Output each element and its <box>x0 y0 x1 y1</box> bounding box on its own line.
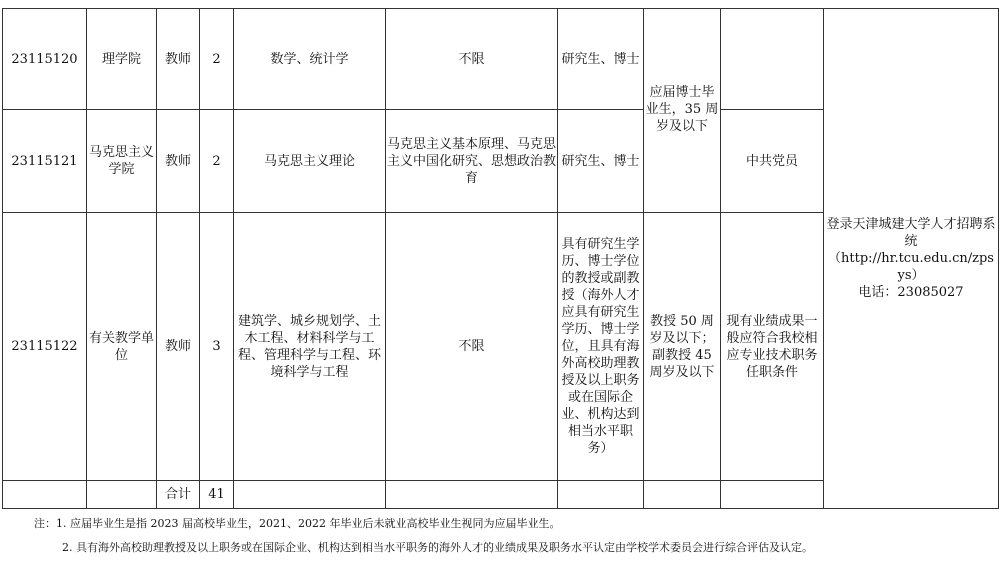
headcount: 2 <box>200 9 234 110</box>
education: 研究生、博士 <box>558 110 644 213</box>
post-code: 23115120 <box>3 9 87 110</box>
research-direction: 不限 <box>386 9 558 110</box>
other-requirement: 现有业绩成果一般应符合我校相应专业技术职务任职条件 <box>721 213 824 481</box>
headcount: 2 <box>200 110 234 213</box>
contact-line-1: 登录天津城建大学人才招聘系统 <box>826 217 996 249</box>
empty-cell <box>558 481 644 509</box>
post-code: 23115122 <box>3 213 87 481</box>
empty-cell <box>3 481 87 509</box>
empty-cell <box>721 481 824 509</box>
other-requirement: 中共党员 <box>721 110 824 213</box>
major: 数学、统计学 <box>234 9 386 110</box>
major: 建筑学、城乡规划学、土木工程、材料科学与工程、管理科学与工程、环境科学与工程 <box>234 213 386 481</box>
education: 研究生、博士 <box>558 9 644 110</box>
table-row <box>3 9 999 110</box>
department: 马克思主义学院 <box>87 110 157 213</box>
footnotes <box>34 516 813 556</box>
post-type: 教师 <box>157 213 200 481</box>
post-type: 教师 <box>157 9 200 110</box>
post-type: 教师 <box>157 110 200 213</box>
empty-cell <box>87 481 157 509</box>
total-value: 41 <box>200 481 234 509</box>
footnote-1: 注：1. 应届毕业生是指 2023 届高校毕业生，2021、2022 年毕业后未就业高校毕业生视同为应届毕业生。 <box>34 517 561 530</box>
total-label: 合计 <box>157 481 200 509</box>
age-requirement: 教授 50 周岁及以下；副教授 45 周岁及以下 <box>644 213 721 481</box>
contact-info <box>824 9 999 509</box>
recruitment-table <box>2 8 999 509</box>
department: 有关教学单位 <box>87 213 157 481</box>
post-code: 23115121 <box>3 110 87 213</box>
education: 具有研究生学历、博士学位的教授或副教授（海外人才应具有研究生学历、博士学位，且具有海外高校助理教授及以上职务或在国际企业、机构达到相当水平职务） <box>558 213 644 481</box>
research-direction: 马克思主义基本原理、马克思主义中国化研究、思想政治教育 <box>386 110 558 213</box>
empty-cell <box>644 481 721 509</box>
headcount: 3 <box>200 213 234 481</box>
empty-cell <box>386 481 558 509</box>
major: 马克思主义理论 <box>234 110 386 213</box>
footnote-2: 2. 具有海外高校助理教授及以上职务或在国际企业、机构达到相当水平职务的海外人才的业绩成果及职务水平认定由学校学术委员会进行综合评估及认定。 <box>62 541 813 554</box>
department: 理学院 <box>87 9 157 110</box>
contact-line-2: （http://hr.tcu.edu.cn/zpsys） <box>828 251 994 283</box>
empty-cell <box>234 481 386 509</box>
research-direction: 不限 <box>386 213 558 481</box>
age-requirement: 应届博士毕业生，35 周岁及以下 <box>644 9 721 213</box>
contact-line-3: 电话：23085027 <box>858 285 964 300</box>
other-requirement <box>721 9 824 110</box>
